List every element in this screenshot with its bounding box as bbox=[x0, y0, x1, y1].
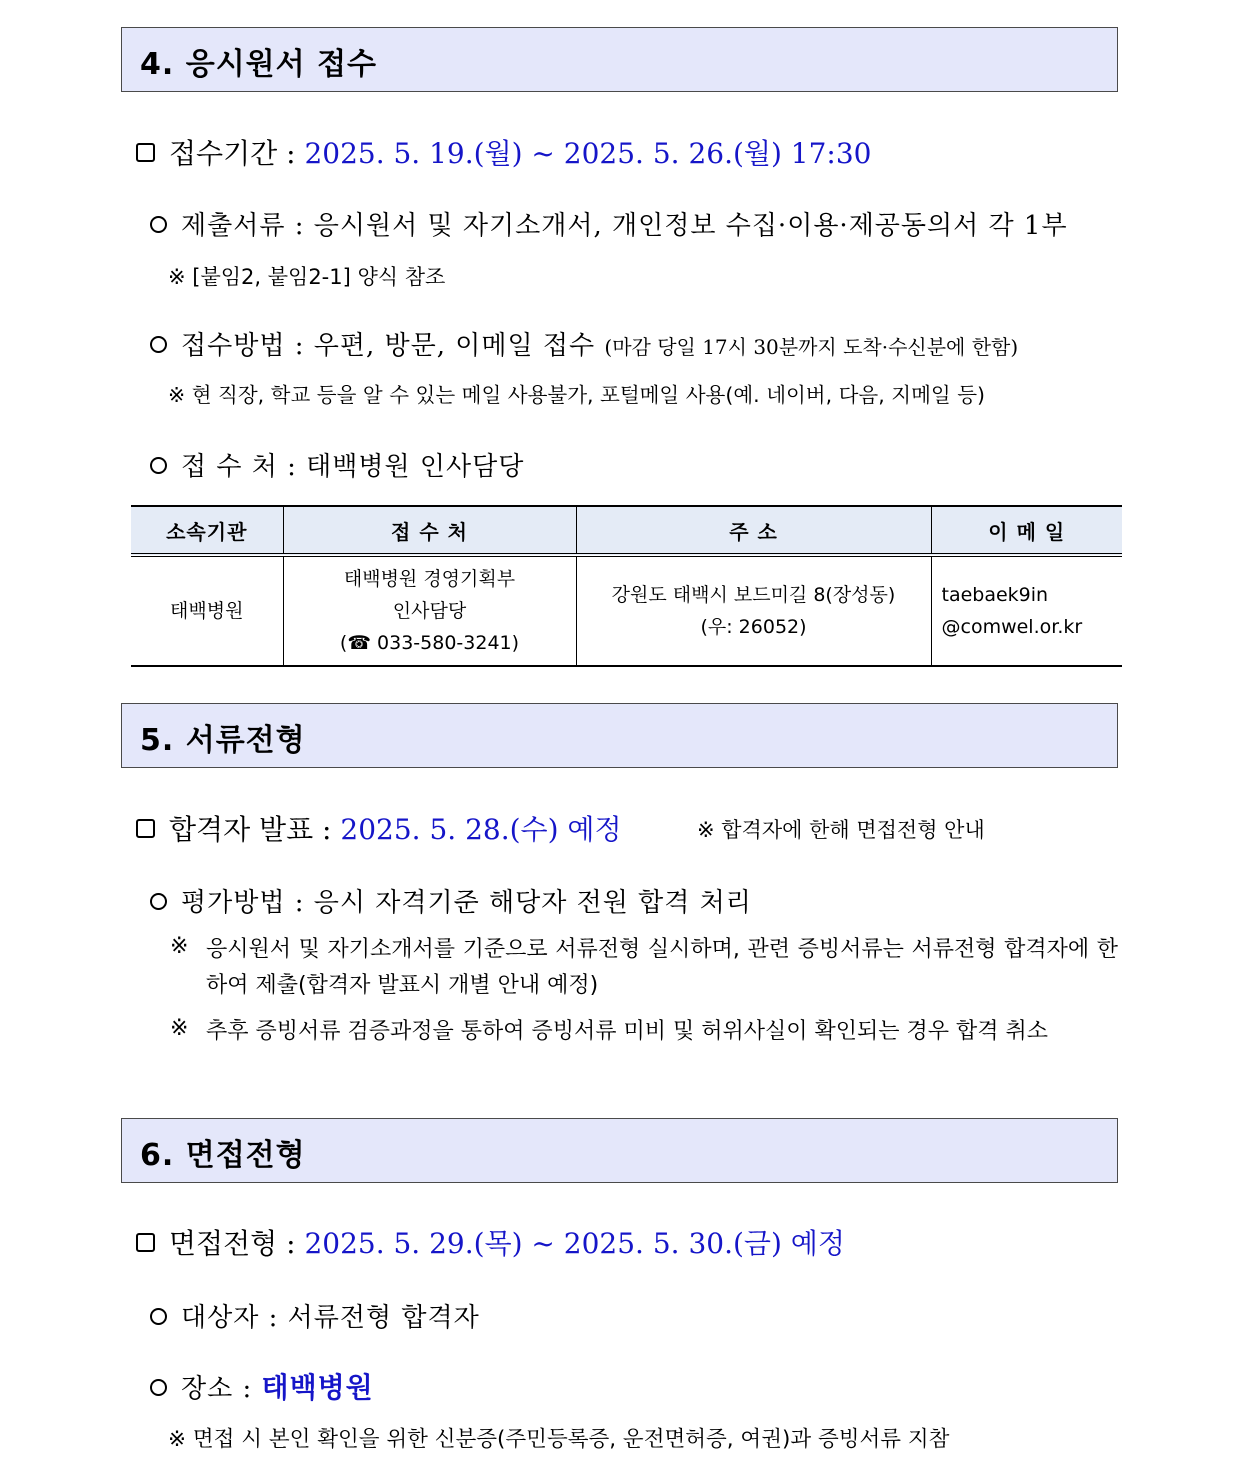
receipt-period-label: 접수기간 : bbox=[169, 137, 305, 170]
square-bullet-icon bbox=[136, 143, 155, 162]
cell-org: 태백병원 bbox=[131, 555, 283, 666]
evaluation-method bbox=[150, 882, 752, 919]
circle-bullet-icon bbox=[150, 1308, 167, 1325]
circle-bullet-icon bbox=[150, 1379, 167, 1396]
section-6-header bbox=[121, 1118, 1118, 1183]
section-4-header bbox=[121, 27, 1118, 92]
section-5-header bbox=[121, 703, 1118, 768]
result-announcement-value: 2025. 5. 28.(수) 예정 bbox=[340, 813, 622, 846]
result-announcement-label: 합격자 발표 : bbox=[169, 813, 341, 846]
receipt-period-value: 2025. 5. 19.(월) ~ 2025. 5. 26.(월) 17:30 bbox=[304, 137, 872, 170]
interview-place bbox=[150, 1366, 374, 1406]
circle-bullet-icon bbox=[150, 457, 167, 474]
submit-docs-note: ※ [붙임2, 붙임2-1] 양식 참조 bbox=[168, 265, 446, 289]
circle-bullet-icon bbox=[150, 216, 167, 233]
interview-place-note: ※ 면접 시 본인 확인을 위한 신분증(주민등록증, 운전면허증, 여권)과 증빙서류 지참 bbox=[168, 1427, 950, 1452]
office-team: 인사담당 bbox=[392, 600, 467, 622]
table-row bbox=[131, 555, 1122, 666]
section-4-title: 4. 응시원서 접수 bbox=[140, 47, 378, 82]
address-street: 강원도 태백시 보드미길 8(장성동) bbox=[611, 584, 896, 606]
interview-target bbox=[150, 1297, 480, 1334]
circle-bullet-icon bbox=[150, 893, 167, 910]
section-5-title: 5. 서류전형 bbox=[140, 723, 306, 758]
section-6-title: 6. 면접전형 bbox=[140, 1138, 306, 1173]
interview-schedule bbox=[136, 1222, 845, 1262]
th-address: 주 소 bbox=[576, 506, 931, 555]
interview-target-text: 대상자 : 서류전형 합격자 bbox=[181, 1303, 480, 1333]
document-note-2: 추후 증빙서류 검증과정을 통하여 증빙서류 미비 및 허위사실이 확인되는 경우 합격 취소 bbox=[206, 1019, 1048, 1044]
cell-email bbox=[931, 555, 1122, 666]
evaluation-method-text: 평가방법 : 응시 자격기준 해당자 전원 합격 처리 bbox=[181, 888, 752, 918]
th-office: 접 수 처 bbox=[283, 506, 576, 555]
interview-schedule-label: 면접전형 : bbox=[169, 1227, 305, 1260]
cell-address bbox=[576, 555, 931, 666]
th-org: 소속기관 bbox=[131, 506, 283, 555]
office-phone: (☎ 033-580-3241) bbox=[339, 632, 520, 654]
email-user: taebaek9in bbox=[941, 584, 1049, 606]
receipt-office-table bbox=[131, 505, 1122, 667]
receipt-office bbox=[150, 446, 524, 483]
th-email: 이 메 일 bbox=[931, 506, 1122, 555]
receipt-method-text: 접수방법 : 우편, 방문, 이메일 접수 bbox=[181, 331, 596, 361]
address-postcode: (우: 26052) bbox=[700, 616, 807, 638]
receipt-method-deadline: (마감 당일 17시 30분까지 도착·수신분에 한함) bbox=[604, 335, 1019, 359]
cell-office bbox=[283, 555, 576, 666]
interview-place-value: 태백병원 bbox=[261, 1371, 374, 1404]
circle-bullet-icon bbox=[150, 336, 167, 353]
receipt-period bbox=[136, 132, 872, 172]
square-bullet-icon bbox=[136, 1233, 155, 1252]
submit-docs bbox=[150, 205, 1068, 242]
submit-docs-text: 제출서류 : 응시원서 및 자기소개서, 개인정보 수집·이용·제공동의서 각 1부 bbox=[181, 211, 1068, 241]
receipt-office-text: 접 수 처 : 태백병원 인사담당 bbox=[181, 452, 525, 482]
note-mark: ※ bbox=[170, 934, 189, 959]
table-header-row bbox=[131, 506, 1122, 555]
interview-schedule-value: 2025. 5. 29.(목) ~ 2025. 5. 30.(금) 예정 bbox=[304, 1227, 845, 1260]
interview-place-label: 장소 : bbox=[181, 1374, 262, 1404]
note-mark: ※ bbox=[170, 1016, 189, 1041]
receipt-method-note: ※ 현 직장, 학교 등을 알 수 있는 메일 사용불가, 포털메일 사용(예. 네이버, 다음, 지메일 등) bbox=[168, 383, 985, 407]
email-domain: @comwel.or.kr bbox=[941, 616, 1083, 638]
result-announcement-note: ※ 합격자에 한해 면접전형 안내 bbox=[697, 818, 985, 842]
square-bullet-icon bbox=[136, 819, 155, 838]
document-note-1: 응시원서 및 자기소개서를 기준으로 서류전형 실시하며, 관련 증빙서류는 서류전형 합격자에 한하여 제출(합격자 발표시 개별 안내 예정) bbox=[206, 937, 1118, 998]
receipt-method bbox=[150, 325, 1018, 362]
office-dept: 태백병원 경영기획부 bbox=[343, 568, 516, 590]
result-announcement bbox=[136, 808, 622, 848]
